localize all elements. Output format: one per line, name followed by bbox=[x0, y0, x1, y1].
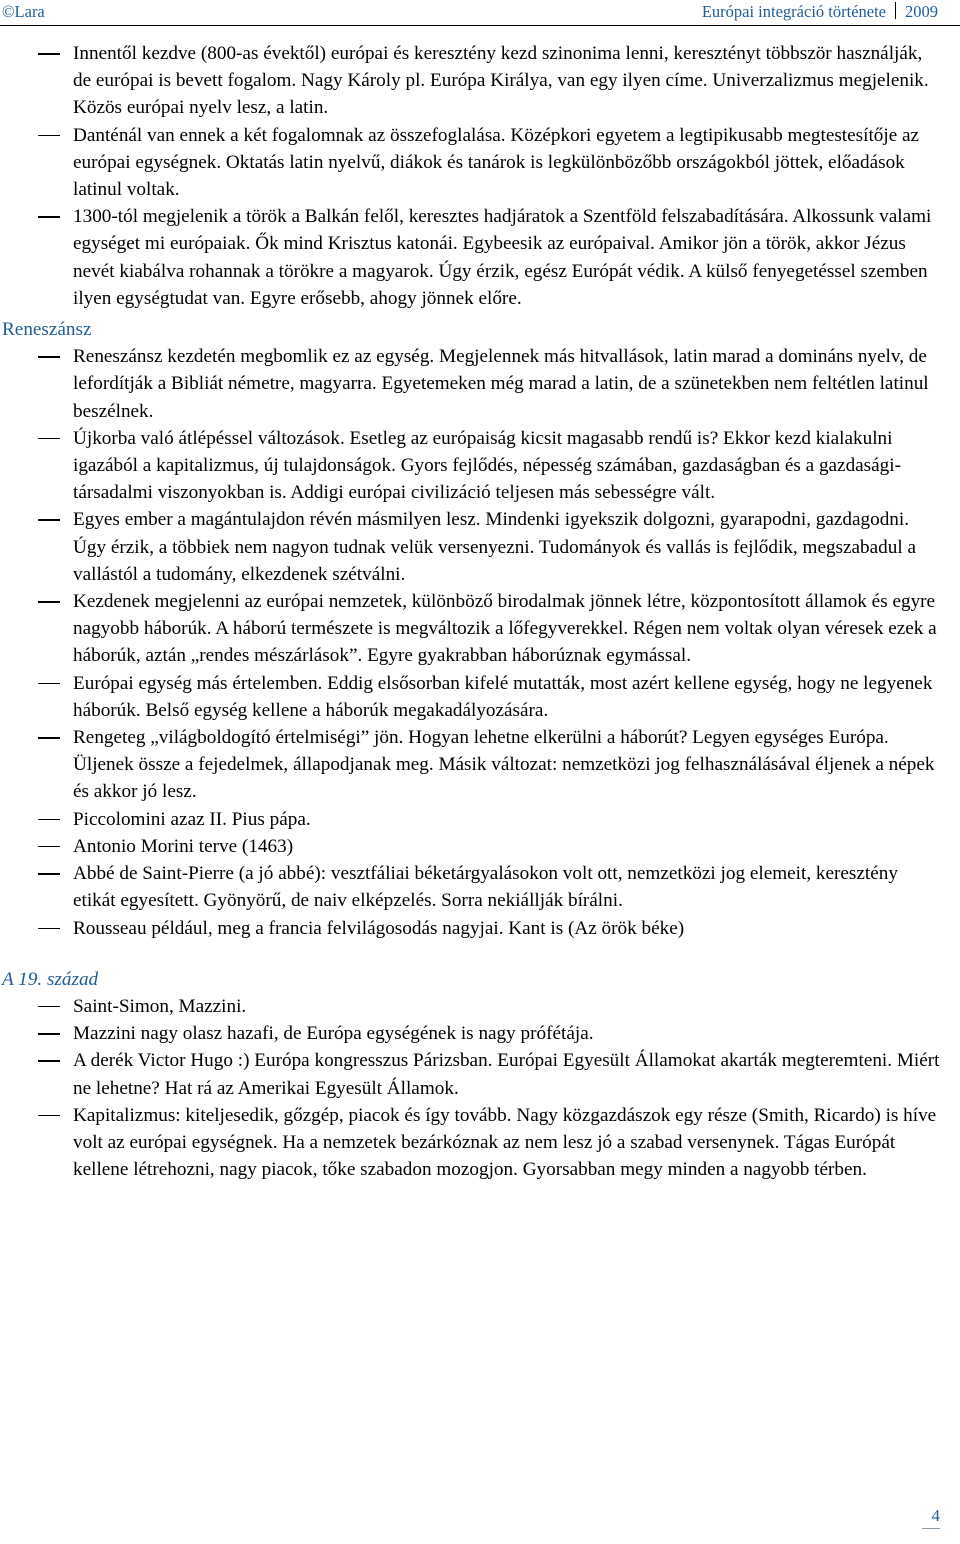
list-item: Egyes ember a magántulajdon révén másmilyen lesz. Mindenki igyekszik dolgozni, gyarapodni, gazdagodni. Úgy érzik, a többiek nem nagyon tudnak velük versenyezni. Tudományok és vallás is fejlődik, megszabadul a vallástól a tudomány, elkezdenek szétválni. bbox=[0, 506, 945, 588]
list-item: Piccolomini azaz II. Pius pápa. bbox=[0, 806, 945, 833]
page-number: 4 bbox=[931, 1506, 940, 1525]
section2-list bbox=[0, 343, 945, 941]
page-number-underline bbox=[922, 1528, 940, 1529]
header-year: 2009 bbox=[905, 2, 938, 21]
list-item: Reneszánsz kezdetén megbomlik ez az egység. Megjelennek más hitvallások, latin marad a domináns nyelv, de lefordítják a Bibliát németre, magyarra. Egyetemeken még marad a latin, de a szünetekben nem feltétlen latinul beszélnek. bbox=[0, 343, 945, 425]
header-title-block bbox=[702, 0, 938, 24]
list-item: Danténál van ennek a két fogalomnak az összefoglalása. Középkori egyetem a legtipikusabb megtestesítője az európai egységnek. Oktatás latin nyelvű, diákok és tanárok is legkülönbözőbb országokból jöttek, előadások latinul voltak. bbox=[0, 122, 945, 204]
list-item: 1300-tól megjelenik a török a Balkán felől, keresztes hadjáratok a Szentföld felszabadítására. Alkossunk valami egységet mi európaiak. Ők mind Krisztus katonái. Egybeesik az európaival. Amikor jön a török, akkor Jézus nevét kiabálva rohannak a törökre a magyarok. Úgy érzik, egész Európát védik. A külső fenyegetéssel szemben ilyen egységtudat van. Egyre erősebb, ahogy jönnek előre. bbox=[0, 203, 945, 312]
list-item: A derék Victor Hugo :) Európa kongresszus Párizsban. Európai Egyesült Államokat akarták megteremteni. Miért ne lehetne? Hat rá az Amerikai Egyesült Államok. bbox=[0, 1047, 945, 1101]
list-item: Mazzini nagy olasz hazafi, de Európa egységének is nagy prófétája. bbox=[0, 1020, 945, 1047]
section1-list bbox=[0, 40, 945, 312]
list-item: Kapitalizmus: kiteljesedik, gőzgép, piacok és így tovább. Nagy közgazdászok egy része (Smith, Ricardo) is híve volt az európai egységnek. Ha a nemzetek bezárkóznak az nem lesz jó a szabad versenynek. Tágas Európát kellene létrehozni, nagy piacok, tőke szabadon mozogjon. Gyorsabban megy minden a nagyobb térben. bbox=[0, 1102, 945, 1184]
list-item: Európai egység más értelemben. Eddig elsősorban kifelé mutatták, most azért kellene egység, hogy ne legyenek háborúk. Belső egység kellene a háborúk megakadályozására. bbox=[0, 670, 945, 724]
page-header bbox=[0, 0, 960, 26]
header-author: ©Lara bbox=[2, 2, 45, 21]
list-item: Újkorba való átlépéssel változások. Esetleg az európaiság kicsit magasabb rendű is? Ekkor kezd kialakulni igazából a kapitalizmus, új tulajdonságok. Gyors fejlődés, népesség számában, gazdaságban és a gazdasági-társadalmi viszonyokban is. Addigi európai civilizáció teljesen más sebességre vált. bbox=[0, 425, 945, 507]
list-item: Abbé de Saint-Pierre (a jó abbé): vesztfáliai béketárgyalásokon volt ott, nemzetközi jog elemeit, keresztény etikát egyesített. Gyönyörű, de naiv elképzelés. Sorra nekiállják bírálni. bbox=[0, 860, 945, 914]
list-item: Innentől kezdve (800-as évektől) európai és keresztény kezd szinonima lenni, keresztényt többször használják, de európai is bevett fogalom. Nagy Károly pl. Európa Királya, van egy ilyen címe. Univerzalizmus megjelenik. Közös európai nyelv lesz, a latin. bbox=[0, 40, 945, 122]
section3-list bbox=[0, 993, 945, 1183]
list-item: Rousseau például, meg a francia felvilágosodás nagyjai. Kant is (Az örök béke) bbox=[0, 915, 945, 942]
list-item: Kezdenek megjelenni az európai nemzetek, különböző birodalmak jönnek létre, központosított államok és egyre nagyobb háborúk. A háború természete is megváltozik a lőfegyverekkel. Régen nem voltak olyan véresek ezek a háborúk, aztán „rendes mészárlások”. Egyre gyakrabban háborúznak egymással. bbox=[0, 588, 945, 670]
document-body bbox=[0, 40, 945, 1183]
list-item: Saint-Simon, Mazzini. bbox=[0, 993, 945, 1020]
section-heading-reneszansz: Reneszánsz bbox=[2, 319, 92, 341]
section-heading-19-szazad: A 19. század bbox=[2, 968, 99, 990]
list-item: Rengeteg „világboldogító értelmiségi” jön. Hogyan lehetne elkerülni a háborút? Legyen egységes Európa. Üljenek össze a fejedelmek, állapodjanak meg. Másik változat: nemzetközi jog felhasználásával éljenek a népek és akkor jó lesz. bbox=[0, 724, 945, 806]
header-separator bbox=[895, 2, 896, 19]
list-item: Antonio Morini terve (1463) bbox=[0, 833, 945, 860]
header-title: Európai integráció története bbox=[701, 2, 886, 21]
